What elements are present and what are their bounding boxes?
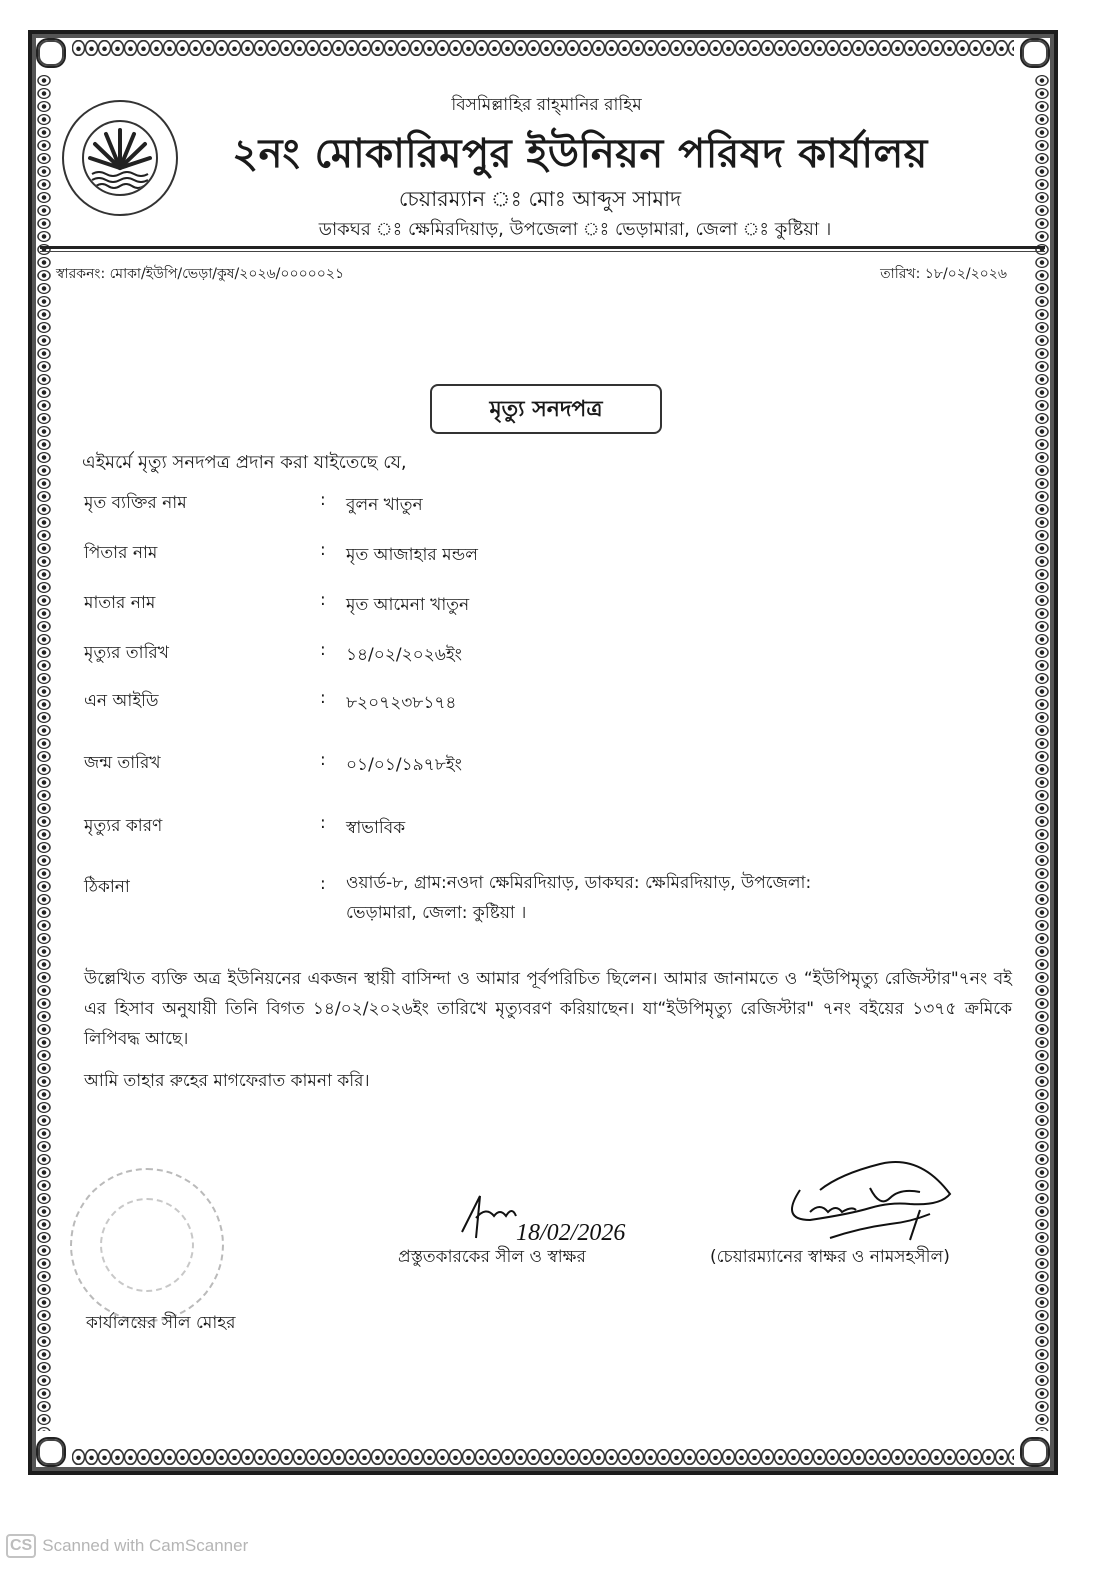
preparer-signature [450, 1188, 650, 1248]
field-value: স্বাভাবিক [346, 818, 406, 838]
certification-paragraph: উল্লেখিত ব্যক্তি অত্র ইউনিয়নের একজন স্থায়ী বাসিন্দা ও আমার পূর্বপরিচিত ছিলেন। আমার জানামতে ও “ইউপিমৃত্যু রেজিস্টার"৭নং বই এর হিসাব অনুযায়ী তিনি বিগত ১৪/০২/২০২৬ইং তারিখে মৃত্যুবরণ করিয়াছেন। যা“ইউপিমৃত্যু রেজিস্টার" ৭নং বইয়ের ১৩৭৫ ক্রমিকে লিপিবদ্ধ আছে। [84, 969, 1012, 1049]
field-value: ৮২০৭২৩৮১৭৪ [346, 693, 457, 713]
office-address: ডাকঘর ঃ ক্ষেমিরদিয়াড়, উপজেলা ঃ ভেড়ামারা, জেলা ঃ কুষ্টিয়া । [318, 219, 832, 240]
chairman-label: (চেয়ারম্যানের স্বাক্ষর ও নামসহসীল) [710, 1247, 950, 1267]
field-colon: : [320, 590, 326, 610]
seal-inner-ring [100, 1198, 194, 1292]
preparer-handwritten-date: 18/02/2026 [516, 1220, 626, 1246]
border-ornament-left [36, 74, 52, 1431]
field-label: জন্ম তারিখ [84, 753, 161, 773]
preparer-label: প্রস্তুতকারকের সীল ও স্বাক্ষর [398, 1247, 586, 1267]
camscanner-watermark [6, 1534, 248, 1558]
bismillah-line: বিসমিল্লাহির রাহ্‌মানির রাহিম [451, 95, 642, 115]
field-value: বুলন খাতুন [346, 495, 423, 515]
field-colon: : [320, 813, 326, 833]
camscanner-logo-icon: CS [6, 1534, 36, 1558]
certificate-title: মৃত্যু সনদপত্র [430, 384, 662, 434]
field-value: ০১/০১/১৯৭৮ইং [346, 755, 462, 775]
field-label: পিতার নাম [84, 543, 158, 563]
field-colon: : [320, 540, 326, 560]
office-seal-stamp [70, 1168, 224, 1322]
field-value: ১৪/০২/২০২৬ইং [346, 645, 462, 665]
field-label: মৃত্যুর কারণ [84, 816, 163, 836]
border-ornament-top [72, 40, 1014, 56]
certificate-intro: এইমর্মে মৃত্যু সনদপত্র প্রদান করা যাইতেছে যে, [82, 452, 407, 473]
issue-date: তারিখ: ১৮/০২/২০২৬ [880, 266, 1007, 282]
watermark-text: Scanned with CamScanner [42, 1536, 249, 1555]
field-label: মৃত ব্যক্তির নাম [84, 493, 187, 513]
field-colon: : [320, 640, 326, 660]
field-colon: : [320, 750, 326, 770]
seal-label: কার্যালয়ের সীল মোহর [86, 1313, 236, 1333]
field-value: ওয়ার্ড-৮, গ্রাম:নওদা ক্ষেমিরদিয়াড়, ডাকঘর: ক্ষেমিরদিয়াড়, উপজেলা: ভেড়ামারা, জেলা: কুষ্টিয়া । [346, 873, 812, 923]
office-title: ২নং মোকারিমপুর ইউনিয়ন পরিষদ কার্যালয় [232, 131, 928, 177]
field-colon: : [320, 490, 326, 510]
header-divider [40, 246, 1045, 249]
border-ornament-bottom [72, 1449, 1014, 1465]
corner-flourish-icon [1020, 38, 1050, 68]
corner-flourish-icon [36, 38, 66, 68]
field-colon: : [320, 874, 326, 894]
chairman-signature [770, 1150, 960, 1250]
field-colon: : [320, 688, 326, 708]
header-divider-thin [40, 251, 1045, 252]
field-label: মৃত্যুর তারিখ [84, 643, 169, 663]
field-label: ঠিকানা [84, 877, 130, 897]
field-value: মৃত আজাহার মন্ডল [346, 545, 478, 565]
memo-number: স্বারকনং: মোকা/ইউপি/ভেড়া/কুষ/২০২৬/০০০০০২১ [56, 266, 345, 282]
field-label: এন আইডি [84, 691, 159, 711]
corner-flourish-icon [1020, 1437, 1050, 1467]
field-value: মৃত আমেনা খাতুন [346, 595, 470, 615]
prayer-line: আমি তাহার রুহের মাগফেরাত কামনা করি। [84, 1071, 370, 1091]
border-ornament-right [1034, 74, 1050, 1431]
chairman-line: চেয়ারম্যান ঃ মোঃ আব্দুস সামাদ [398, 187, 682, 211]
field-label: মাতার নাম [84, 593, 156, 613]
corner-flourish-icon [36, 1437, 66, 1467]
